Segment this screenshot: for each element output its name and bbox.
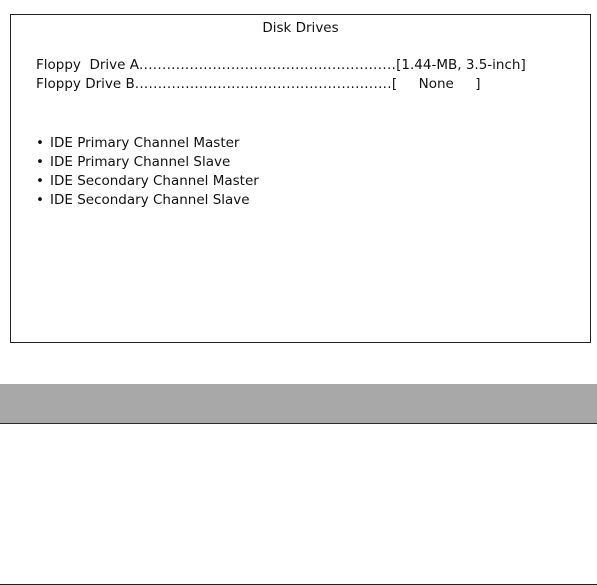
ide-primary-slave-item[interactable] <box>36 153 259 172</box>
floppy-drive-b-row[interactable] <box>36 76 481 92</box>
ide-item-label: IDE Primary Channel Slave <box>50 154 231 170</box>
panel-title-text: Disk Drives <box>247 20 353 36</box>
table-header-band <box>0 384 597 424</box>
leader-dots: ........................................................ <box>139 57 397 73</box>
disk-drives-panel <box>10 14 591 343</box>
ide-secondary-master-item[interactable] <box>36 172 259 191</box>
floppy-drive-b-value[interactable]: [ None ] <box>391 76 481 92</box>
ide-item-label: IDE Secondary Channel Slave <box>50 192 250 208</box>
floppy-drive-a-row[interactable] <box>36 57 526 73</box>
panel-title <box>11 20 590 37</box>
bullet-icon: • <box>36 173 44 189</box>
ide-item-label: IDE Secondary Channel Master <box>50 173 259 189</box>
bullet-icon: • <box>36 192 44 208</box>
ide-item-label: IDE Primary Channel Master <box>50 135 240 151</box>
bullet-icon: • <box>36 154 44 170</box>
floppy-drive-b-label: Floppy Drive B <box>36 76 135 92</box>
floppy-drive-a-label: Floppy Drive A <box>36 57 140 73</box>
floppy-drive-a-value[interactable]: [1.44-MB, 3.5-inch] <box>396 57 526 73</box>
leader-dots: ........................................................ <box>134 76 392 92</box>
ide-primary-master-item[interactable] <box>36 134 259 153</box>
bullet-icon: • <box>36 135 44 151</box>
ide-channel-list <box>36 134 259 210</box>
ide-secondary-slave-item[interactable] <box>36 191 259 210</box>
